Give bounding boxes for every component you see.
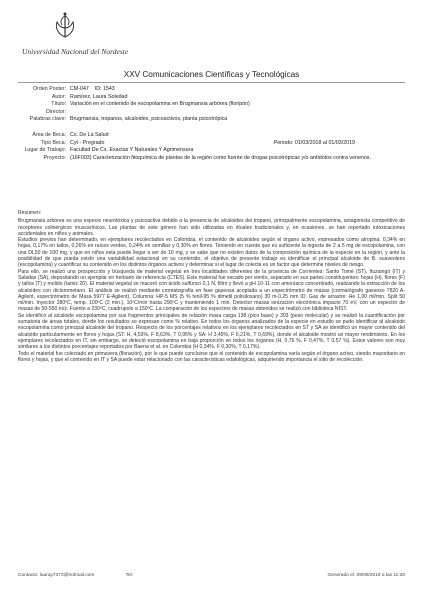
metadata-fields [0, 86, 423, 162]
field-value: Cyt - Pregrado [70, 139, 105, 146]
field-label: Proyecto: [43, 154, 66, 161]
field-label: Título: [51, 101, 66, 108]
abstract-paragraph: Estudios previos han determinado, en ejemplares recolectados en Colombia, el contenido de alcaloides según el órgano activo, expresados como atropina: 0,34% en hojas, 0,17% en tallos, 0,26% en raíces verdes, 0,24% en semillas y 0,30% en flores. Teniendo en cuenta que es suficiente la ingesta de 2 a 5 mg de escopolamina, con una DL50 de 100 mg, y que en niños esta puede llegar a ser de 10 mg, y se sabe que no existen datos de la composición química de la especie en la región, y ante la posibilidad de que pueda existir una variabilidad estacional en su contenido, el objetivo de presente trabajo es identificar el principal alcaloide de B. suaveolens (escopolamina) y cuantificar su contenido en los distintos órganos activos y determinar si el lugar de colecta es un factor que determine niveles de riesgo. [18, 237, 405, 269]
university-name: Universidad Nacional del Nordeste [22, 47, 129, 56]
field-value: Brugmansia, tropanos, alcaloides, psicoactivos, planta psicotrópica [70, 116, 228, 123]
field-label: Área de Beca: [32, 131, 66, 138]
abstract-paragraph: Brugmansia arbórea es una especie neurotóxica y psicoactiva debido a la presencia de alcaloides del tropano, principalmente escopolamina, antagonista competitivo de receptores colinérgicos muscarínicos. Las plantas de este género han sido utilizadas en rituales tradicionales y, en ocasiones, se han reportado intoxicaciones accidentales en niños y animales. [18, 218, 405, 237]
abstract-label: Resumen: [18, 210, 42, 216]
abstract-paragraph: Para ello, se realizó una prospección y búsqueda de material vegetal en tres localidades diferentes de la provincia de Corrientes: Santo Tomé (ST), Ituzaingó (IT) y Saladas (SA), depositando un ejemplar en herbario de referencia (CTES). Este material fue secado por viento, separado en sus partes constituyentes: hojas (H), flores (F) y tallos (T) y molido (tamiz 20). El material vegetal se maceró con ácido sulfúrico 0,1 N, filtró y llevó a pH 10-11 con amoníaco concentrado, realizando la extracción de los alcaloides con diclorometano. El análisis se realizó mediante cromatografía en fase gaseosa acoplada a un espectrómetro de masas (cromatógrafo gaseoso 7820 A-Agilent, espectrómetro de Masa 5977 E-Agilent). Columna: HP-5 MS (5 % fenil-95 % dimetil polisiloxano) 30 m-0,25 mm ID. Gas de arrastre: He 1,00 ml/min. Split 50 ml/min. Inyector 280ºC, temp. 100ºC (2 min.), 10ºC/min hasta 290ºC y manteniendo 1 min. Detector masas ionización electrónica impacto 70 eV, con un espectro de masas de 50-550 m/z. Fuente a 230ºC, cuadrupolo a 150ºC. La comparación de los espectros de masas obtenidos se realizó con biblioteca NIST. [18, 268, 405, 313]
field-titulo [0, 101, 423, 109]
conference-title: XXV Comunicaciones Científicas y Tecnológicas [123, 70, 300, 79]
field-value: Variación en el contenido de escopolamina en Brugmansia arbórea (floripón) [70, 101, 250, 108]
generated-date: Generado el: 09/08/2019 a las 11:20 [327, 573, 405, 578]
field-label: Palabras clave: [29, 116, 66, 123]
field-label: Orden Poster: [33, 86, 66, 92]
contact-tel: Tel: [125, 573, 134, 578]
field-value [70, 109, 423, 117]
field-proyecto [0, 155, 423, 163]
poster-id: ID: 1543 [94, 86, 115, 92]
abstract-body [18, 210, 405, 363]
field-area [0, 132, 423, 140]
university-logo [22, 10, 162, 56]
abstract-paragraph: Todo el material fue colectado en primavera (floración), por lo que puede concluirse que el contenido de escopolamina varía según el órgano activo, siendo mayoritario en flores y hojas, y que el contenido en IT y SA puede estar relacionado con las características edafológicas, adquiriendo importancia el sitio de recolección. [18, 350, 405, 363]
university-seal-icon [50, 10, 80, 40]
field-value: (16F003) Caracterización fitoquímica de plantas de la región como fuente de drogas psicotrópicas y/o antídotos contra venenos. [70, 154, 371, 161]
abstract-paragraph: Se identificó al alcaloide escopolamina por sus fragmentos principales de relación masa carga 138 (pico base) y 303 (peso molecular) y se realizó la cuantificación por sumatoria de áreas totales, donde los resultados se expresan como % relativo. En todos los órganos analizados de la especie en estudio se pudo identificar al alcaloide escopolamina como principal alcaloide del tropano. Respecto de los porcentajes relativos en los ejemplares recolectados en ST y SA se identificó un mayor contenido del alcaloide particularmente en flores y hojas (ST: H, 4,53%, F 8,63%, T 0,95% y SA: H 3,45%, F 6,21%, T 0,69%), donde el alcaloide mostró un mayor rendimiento. En los ejemplares recolectados en IT, sin embargo, se detectó escopolamina en baja proporción en todos los órganos (H, 0,76 %, F 0,47%, T 0,57 %). Estos valores son muy similares a los distintos porcentajes reportados por Baena et al. en Colombia (H 0,34%, F 0,30%, T 0,17%). [18, 312, 405, 351]
page-footer [18, 573, 405, 578]
field-label: Autor: [51, 93, 66, 100]
field-value: Ramírez, Laura Soledad [70, 93, 128, 100]
field-label: Tipo Beca: [40, 139, 66, 146]
field-label: Periodo: [273, 139, 294, 146]
field-value: Facultad De Cs. Exactas Y Naturales Y Agrimensura [70, 147, 194, 154]
title-divider [18, 82, 405, 83]
field-tipo-beca [0, 140, 423, 148]
field-label: Lugar de Trabajo: [24, 147, 66, 154]
contact-email: Contacto: lauray7373@hotmail.com [18, 573, 95, 578]
field-label: Director: [45, 108, 66, 115]
field-director [0, 109, 423, 117]
field-lugar-trabajo [0, 147, 423, 155]
periodo-value: 01/03/2018 al 01/03/2019 [294, 139, 355, 146]
field-orden-poster [0, 86, 423, 94]
field-value: Cs. De La Salud [70, 131, 109, 138]
field-autor [0, 94, 423, 102]
field-value: CM-047 [70, 86, 89, 92]
field-palabras-clave [0, 116, 423, 124]
